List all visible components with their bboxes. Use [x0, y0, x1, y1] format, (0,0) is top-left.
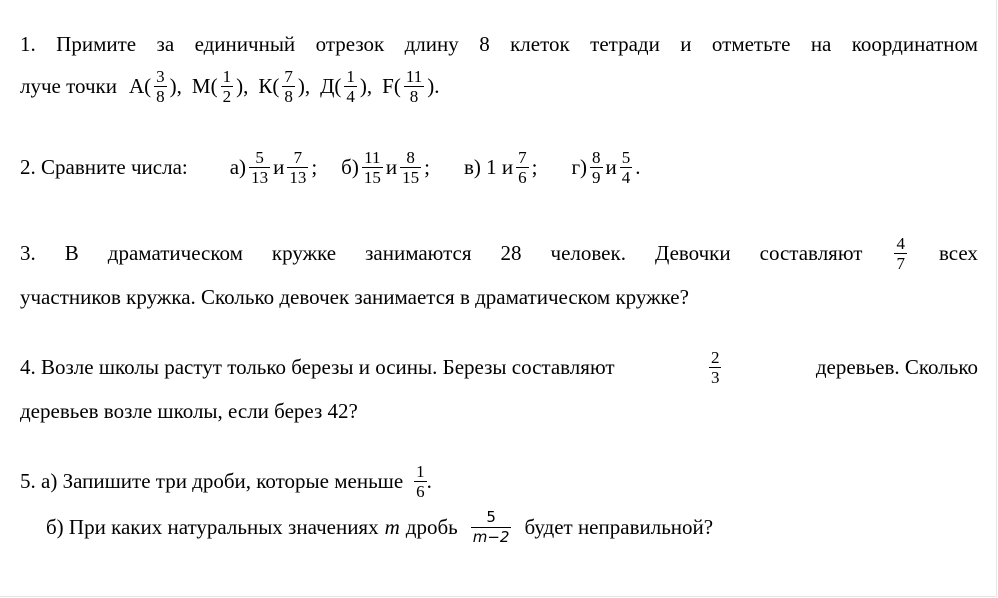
punct: ), [359, 74, 373, 98]
numerator: 7 [284, 66, 293, 86]
numerator: 8 [592, 147, 601, 167]
fraction [221, 67, 234, 106]
word: В [64, 241, 79, 265]
denominator: 8 [156, 86, 165, 106]
task5-b-line [46, 502, 713, 552]
denominator: 7 [896, 253, 905, 273]
fraction [282, 67, 295, 106]
fraction [154, 67, 167, 106]
task2-label: 2. Сравните числа: [20, 155, 188, 179]
word: за [156, 32, 175, 56]
and-word: и [273, 155, 285, 179]
word: координатном [851, 32, 978, 56]
punct: ), [236, 74, 249, 98]
fraction [709, 348, 722, 387]
denominator: 4 [346, 86, 355, 106]
denominator: 13 [251, 167, 269, 187]
word: на [810, 32, 832, 56]
numerator: 11 [405, 66, 423, 86]
numerator: 7 [293, 147, 303, 167]
fraction [620, 148, 633, 187]
denominator: 8 [409, 86, 419, 106]
numerator: 4 [896, 233, 905, 253]
fraction [471, 508, 512, 547]
word: тетради [590, 32, 660, 56]
task4-after: деревьев. Сколько [815, 355, 978, 379]
task5-b-end: будет неправильной? [524, 515, 714, 539]
point-label [320, 67, 372, 106]
word: отрезок [315, 32, 385, 56]
task2-g-prefix: г) [571, 155, 588, 179]
numerator: 5 [621, 147, 631, 167]
numerator: 11 [364, 147, 381, 167]
denominator: 6 [518, 167, 527, 187]
numerator: 5 [486, 507, 496, 526]
punct: ), [169, 74, 182, 98]
fraction [287, 148, 308, 187]
denominator: 15 [363, 167, 381, 187]
task5-a-text: 5. а) Запишите три дроби, которые меньше [20, 469, 404, 493]
task2-a-prefix: а) [229, 155, 247, 179]
numerator: 1 [416, 461, 425, 481]
punct: . [635, 155, 641, 179]
task4-line1 [20, 342, 978, 392]
word: единичный [194, 32, 296, 56]
denominator: 9 [592, 167, 601, 187]
point-name: А( [128, 74, 152, 98]
punct: ), [297, 74, 311, 98]
task1-intro: луче точки [20, 74, 117, 98]
point-name: F( [382, 74, 401, 98]
task2-g [571, 148, 640, 187]
denominator: 15 [402, 167, 420, 187]
fraction [362, 148, 383, 187]
numerator: 1 [222, 66, 232, 86]
word: клеток [510, 32, 570, 56]
denominator: 8 [284, 86, 293, 106]
and-word: и [605, 155, 617, 179]
denominator: 6 [416, 481, 425, 501]
task2-a [230, 148, 317, 187]
numerator: 8 [406, 147, 415, 167]
point-label [382, 67, 439, 106]
word: 28 [500, 241, 522, 265]
denominator: 3 [710, 367, 720, 387]
task2-b-prefix: б) [341, 155, 359, 179]
task2-v-prefix: в) 1 и [463, 155, 514, 179]
denominator: 4 [621, 167, 631, 187]
word: 3. [20, 241, 36, 265]
fraction [400, 148, 421, 187]
point-name: М( [191, 74, 218, 98]
point-name: К( [258, 74, 280, 98]
task5-b-mid: дробь [405, 515, 458, 539]
task2-b [341, 148, 430, 187]
fraction [344, 67, 357, 106]
point-label [129, 67, 182, 106]
fraction [414, 462, 427, 501]
word: занимаются [365, 241, 472, 265]
task1-line2 [20, 64, 439, 108]
task4-line2: деревьев возле школы, если берез 42? [20, 399, 358, 423]
task1-points [129, 67, 439, 106]
fraction [404, 67, 424, 106]
numerator: 2 [710, 347, 720, 367]
task4-before: 4. Возле школы растут только березы и осины. Березы составляют [20, 355, 615, 379]
fraction [590, 148, 603, 187]
task5-b-var: m [384, 515, 400, 539]
word: 1. [20, 32, 36, 56]
denominator: 13 [289, 167, 307, 187]
word: драматическом [107, 241, 243, 265]
task5-a-end: . [426, 469, 432, 493]
word: отметьте [711, 32, 791, 56]
word: кружке [271, 241, 337, 265]
punct: ; [311, 155, 318, 179]
task5-a-line [20, 456, 432, 506]
punct: ). [427, 74, 440, 98]
and-word: и [385, 155, 398, 179]
denominator: 2 [222, 86, 232, 106]
numerator: 7 [518, 147, 527, 167]
task5-b-text: б) При каких натуральных значениях [46, 515, 379, 539]
point-label [258, 67, 310, 106]
numerator: 1 [346, 66, 355, 86]
word: всех [938, 241, 978, 265]
task2-line [20, 142, 641, 192]
fraction [894, 234, 907, 273]
numerator: 5 [255, 147, 264, 167]
point-label [192, 67, 248, 106]
word: Примите [56, 32, 137, 56]
punct: ; [531, 155, 538, 179]
task3-line1 [20, 228, 978, 278]
task3-line2: участников кружка. Сколько девочек занимается в драматическом кружке? [20, 285, 689, 309]
word: длину [404, 32, 459, 56]
word: составляют [759, 241, 863, 265]
word: 8 [479, 32, 490, 56]
denominator: m−2 [472, 527, 510, 546]
numerator: 3 [156, 66, 165, 86]
word: человек. [550, 241, 626, 265]
fraction [516, 148, 529, 187]
punct: ; [424, 155, 430, 179]
word: Девочки [654, 241, 731, 265]
word: и [680, 32, 692, 56]
task2-v [464, 148, 538, 187]
task1-line1 [20, 30, 978, 58]
fraction [249, 148, 270, 187]
point-name: Д( [320, 74, 342, 98]
